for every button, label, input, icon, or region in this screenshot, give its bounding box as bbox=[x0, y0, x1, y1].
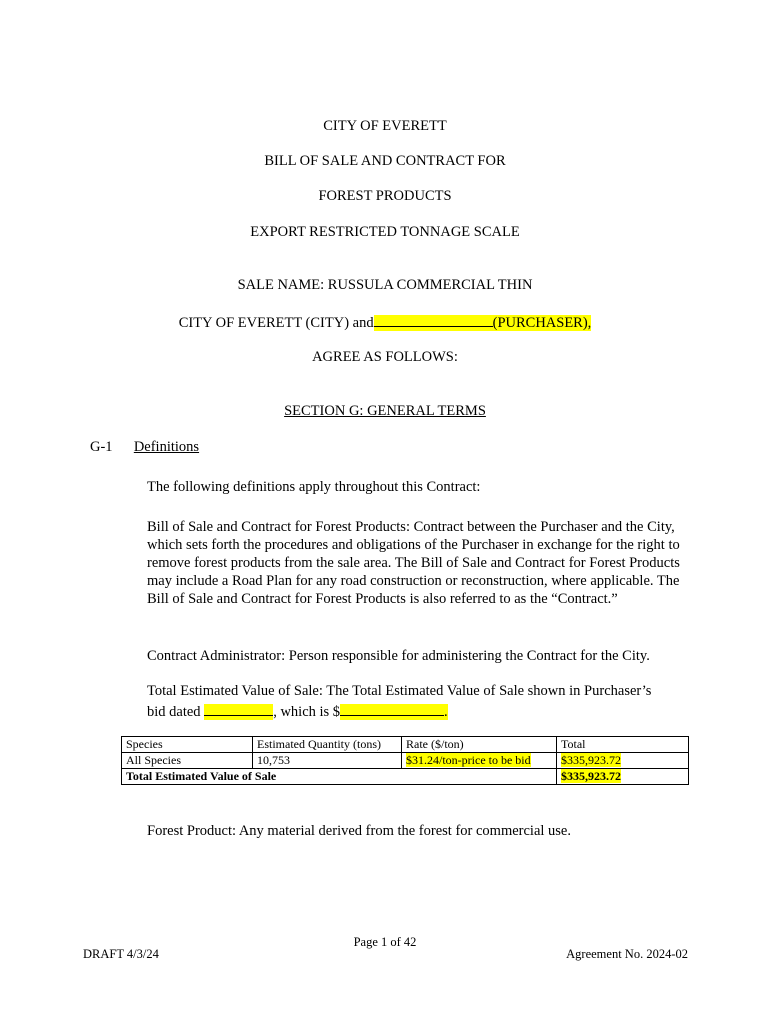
agreement-number: Agreement No. 2024-02 bbox=[566, 947, 688, 961]
parties-line bbox=[0, 313, 770, 332]
rate-value: $31.24/ton-price to be bid bbox=[406, 753, 531, 767]
tev-amount-blank[interactable] bbox=[340, 704, 448, 720]
tev-middle: , which is $ bbox=[273, 704, 341, 720]
grand-total-value: $335,923.72 bbox=[561, 769, 621, 783]
cell-grand-total bbox=[557, 769, 689, 785]
cell-total bbox=[557, 753, 689, 769]
cell-rate bbox=[402, 753, 557, 769]
header-rate: Rate ($/ton) bbox=[402, 737, 557, 753]
tev-definition-line2 bbox=[147, 702, 448, 721]
table-total-row bbox=[122, 769, 689, 785]
header-quantity: Estimated Quantity (tons) bbox=[253, 737, 402, 753]
sale-name: SALE NAME: RUSSULA COMMERCIAL THIN bbox=[237, 277, 533, 293]
parties-prefix: CITY OF EVERETT (CITY) and bbox=[178, 315, 374, 331]
title-city: CITY OF EVERETT bbox=[323, 118, 447, 134]
total-value: $335,923.72 bbox=[561, 753, 621, 767]
estimated-value-table bbox=[121, 736, 689, 785]
cell-species: All Species bbox=[122, 753, 253, 769]
agree-line: AGREE AS FOLLOWS: bbox=[312, 349, 458, 365]
section-title: SECTION G: GENERAL TERMS bbox=[284, 403, 486, 419]
total-label: Total Estimated Value of Sale bbox=[122, 769, 557, 785]
purchaser-blank-highlight[interactable] bbox=[374, 315, 592, 331]
subsection-title: Definitions bbox=[133, 439, 200, 455]
bid-date-blank[interactable] bbox=[204, 704, 273, 720]
title-forest-products: FOREST PRODUCTS bbox=[318, 188, 452, 204]
header-total: Total bbox=[557, 737, 689, 753]
table-header-row bbox=[122, 737, 689, 753]
header-species: Species bbox=[122, 737, 253, 753]
subsection-number: G-1 bbox=[90, 439, 113, 455]
forest-product-definition: Forest Product: Any material derived from the forest for commercial use. bbox=[147, 823, 571, 839]
title-export-restricted: EXPORT RESTRICTED TONNAGE SCALE bbox=[250, 224, 520, 240]
table-row bbox=[122, 753, 689, 769]
tev-suffix: . bbox=[444, 704, 448, 720]
definitions-intro: The following definitions apply throughout this Contract: bbox=[147, 479, 481, 495]
cell-quantity: 10,753 bbox=[253, 753, 402, 769]
subsection-heading bbox=[90, 439, 199, 456]
bill-of-sale-definition: Bill of Sale and Contract for Forest Products: Contract between the Purchaser and the City, which sets forth the procedures and obligations of the Purchaser in exchange for the right to remove forest products from the sale area. The Bill of Sale and Contract for Forest Products may include a Road Plan for any road construction or reconstruction, where applicable. The Bill of Sale and Contract for Forest Products is also referred to as the “Contract.” bbox=[147, 519, 680, 607]
page-number: Page 1 of 42 bbox=[353, 935, 417, 949]
contract-admin-definition: Contract Administrator: Person responsible for administering the Contract for the City. bbox=[147, 648, 650, 664]
title-bill-of-sale: BILL OF SALE AND CONTRACT FOR bbox=[264, 153, 506, 169]
tev-definition-line1: Total Estimated Value of Sale: The Total Estimated Value of Sale shown in Purchaser’s bbox=[147, 683, 652, 699]
tev-prefix: bid dated bbox=[147, 704, 201, 720]
purchaser-blank[interactable] bbox=[374, 313, 493, 327]
draft-date: DRAFT 4/3/24 bbox=[83, 947, 159, 961]
parties-suffix: (PURCHASER), bbox=[492, 315, 592, 331]
